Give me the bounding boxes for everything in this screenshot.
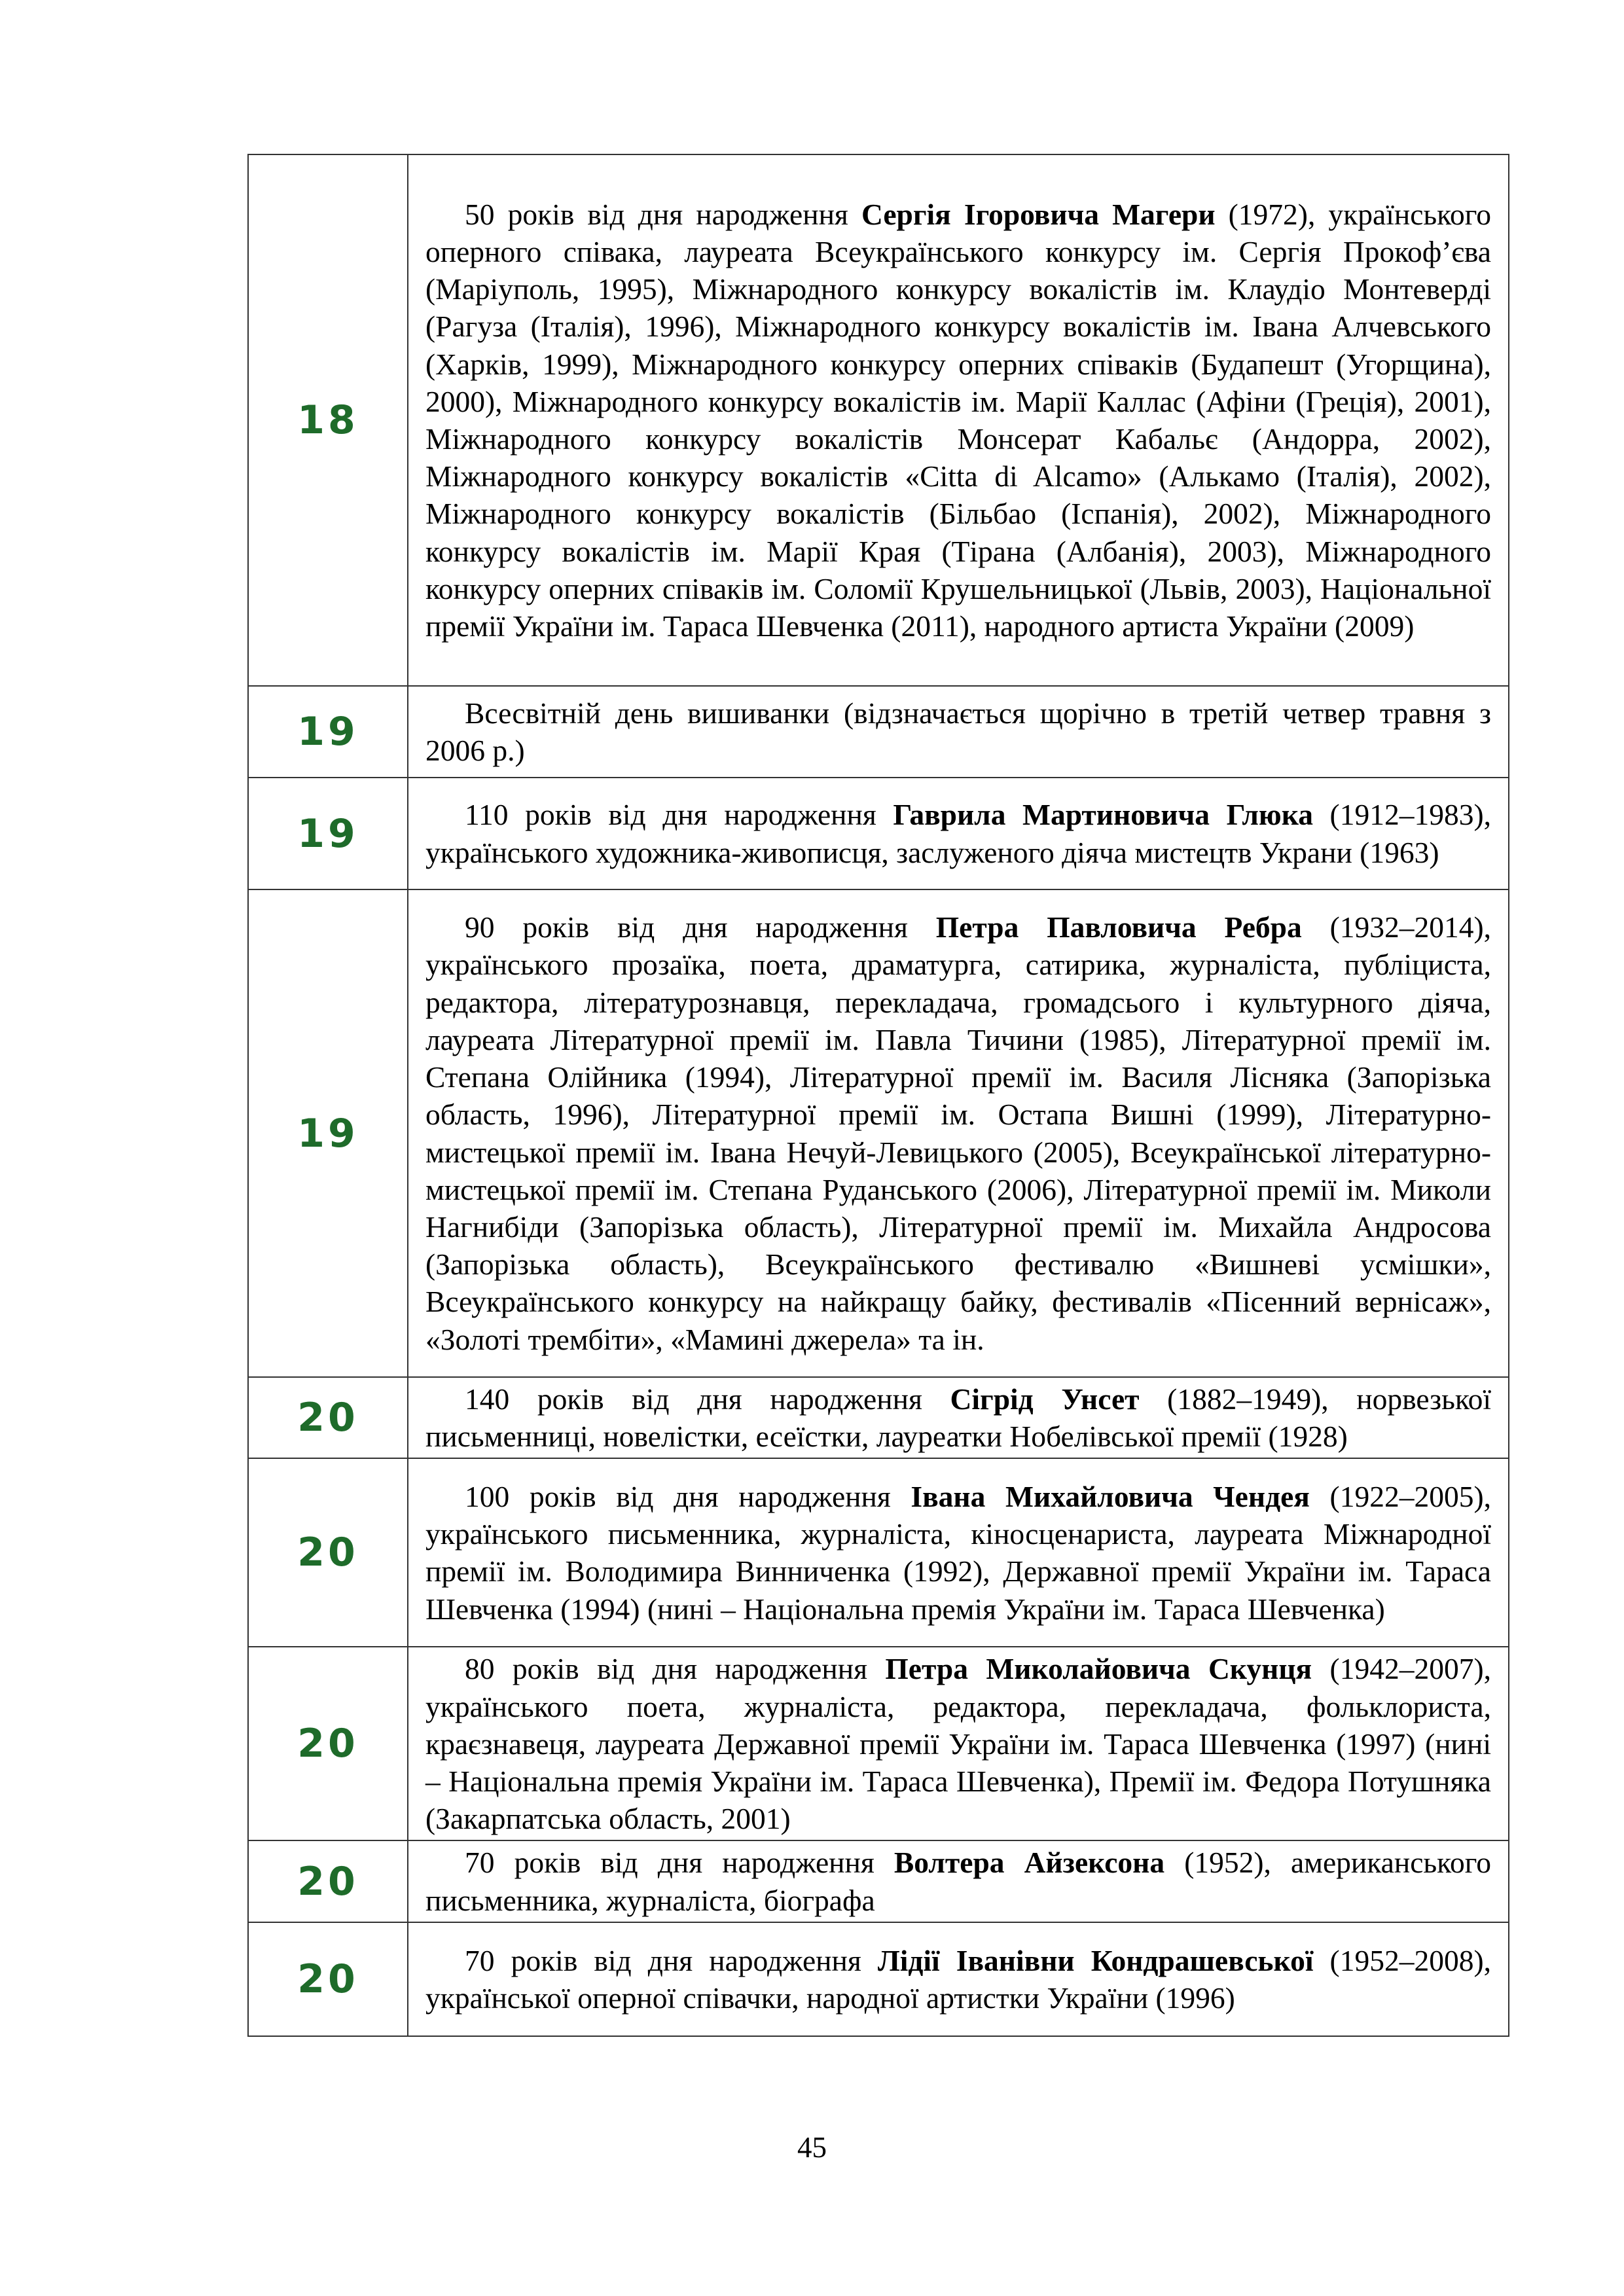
entry-lead: 90 років від дня народження xyxy=(465,910,936,944)
entry-lead: 70 років від дня народження xyxy=(465,1943,878,1977)
entry-details: (1932–2014), українського прозаїка, поета, драматурга, сатирика, журналіста, публіциста, редактора, літературознавця, перекладача, громадсього і культурного діяча, лауреата Літературної премії ім. Павла Тичини (1985), Літературної премії ім. Степана Олійника (1994), Літературної премії ім. Василя Лісняка (Запорізька область, 1996), Літературної премії ім. Остапа Вишні (1999), Літературно-мистецької премії ім. Івана Нечуй-Левицького (2005), Всеукраїнської літературно-мистецької премії ім. Степана Руданського (2006), Літературної премії ім. Миколи Нагнибіди (Запорізька область), Літературної премії ім. Михайла Андросова (Запорізька область), Всеукраїнського фестивалю «Вишневі усмішки», Всеукраїнського конкурсу на найкращу байку, фестивалів «Пісенний вернісаж», «Золоті трембіти», «Мамині джерела» та ін. xyxy=(425,910,1491,1356)
day-number: 20 xyxy=(248,1458,408,1647)
entry-text xyxy=(408,1922,1509,2036)
table-row xyxy=(248,1647,1509,1840)
day-number: 19 xyxy=(248,778,408,889)
entry-details: (1882–1949), норвезької письменниці, новелістки, есеїстки, лауреатки Нобелівської премії (1928) xyxy=(425,1382,1491,1454)
entry-details: (1972), українського оперного співака, лауреата Всеукраїнського конкурсу ім. Сергія Прокоф’єва (Маріуполь, 1995), Міжнародного конкурсу вокалістів ім. Клаудіо Монтеверді (Рагуза (Італія), 1996), Міжнародного конкурсу вокалістів ім. Івана Алчевського (Харків, 1999), Міжнародного конкурсу оперних співаків (Будапешт (Угорщина), 2000), Міжнародного конкурсу вокалістів ім. Марії Каллас (Афіни (Греція), 2001), Міжнародного конкурсу вокалістів Монсерат Кабальє (Андорра, 2002), Міжнародного конкурсу вокалістів «Citta di Alcamo» (Алькамо (Італія), 2002), Міжнародного конкурсу вокалістів (Більбао (Іспанія), 2002), Міжнародного конкурсу вокалістів ім. Марії Края (Тірана (Албанія), 2003), Міжнародного конкурсу оперних співаків ім. Соломії Крушельницької (Львів, 2003), Національної премії України ім. Тараса Шевченка (2011), народного артиста України (2009) xyxy=(425,197,1491,643)
day-number: 20 xyxy=(248,1377,408,1458)
entry-details: (1922–2005), українського письменника, журналіста, кіносценариста, лауреата Міжнародної премії ім. Володимира Винниченка (1992), Державної премії України ім. Тараса Шевченка (1994) (нині – Національна премія України ім. Тараса Шевченка) xyxy=(425,1480,1491,1626)
entry-text xyxy=(408,1458,1509,1647)
person-name: Волтера Айзексона xyxy=(893,1846,1165,1880)
table-row xyxy=(248,1458,1509,1647)
entry-text xyxy=(408,1840,1509,1922)
entry-text xyxy=(408,889,1509,1377)
table-row xyxy=(248,1840,1509,1922)
day-number: 19 xyxy=(248,686,408,778)
entry-details: (1912–1983), українського художника-живописця, заслуженого діяча мистецтв Украни (1963) xyxy=(425,798,1491,869)
table-row xyxy=(248,686,1509,778)
day-number: 20 xyxy=(248,1922,408,2036)
day-number: 20 xyxy=(248,1647,408,1840)
anniversary-table xyxy=(247,154,1509,2037)
entry-details: (1942–2007), українського поета, журналіста, редактора, перекладача, фольклориста, краєзнавеця, лауреата Державної премії України ім. Тараса Шевченка (1997) (нині – Національна премія України ім. Тараса Шевченка), Премії ім. Федора Потушняка (Закарпатська область, 2001) xyxy=(425,1652,1491,1836)
entry-lead: Всесвітній день вишиванки (відзначається щорічно в третій четвер травня з 2006 р.) xyxy=(425,696,1491,767)
person-name: Гаврила Мартиновича Глюка xyxy=(893,798,1313,832)
table-row xyxy=(248,778,1509,889)
person-name: Лідії Іванівни Кондрашевської xyxy=(877,1943,1314,1977)
entry-text xyxy=(408,778,1509,889)
entry-text xyxy=(408,154,1509,686)
person-name: Петра Павловича Ребра xyxy=(935,910,1302,944)
table-row xyxy=(248,1377,1509,1458)
table-row xyxy=(248,1922,1509,2036)
table-row xyxy=(248,154,1509,686)
day-number: 19 xyxy=(248,889,408,1377)
entry-lead: 50 років від дня народження xyxy=(465,197,861,231)
entry-lead: 80 років від дня народження xyxy=(465,1652,886,1686)
person-name: Сігрід Унсет xyxy=(950,1382,1140,1416)
entry-text xyxy=(408,1647,1509,1840)
entry-lead: 140 років від дня народження xyxy=(465,1382,950,1416)
entry-lead: 110 років від дня народження xyxy=(465,798,893,832)
person-name: Петра Миколайовича Скунця xyxy=(885,1652,1312,1686)
table-row xyxy=(248,889,1509,1377)
entry-lead: 70 років від дня народження xyxy=(465,1846,894,1880)
entry-text xyxy=(408,1377,1509,1458)
day-number: 18 xyxy=(248,154,408,686)
person-name: Сергія Ігоровича Магери xyxy=(861,197,1216,231)
page-number: 45 xyxy=(797,2131,827,2164)
day-number: 20 xyxy=(248,1840,408,1922)
entry-details: (1952–2008), української оперної співачки, народної артистки України (1996) xyxy=(425,1943,1491,2015)
entry-details: (1952), американського письменника, журналіста, біографа xyxy=(425,1846,1491,1917)
entry-text xyxy=(408,686,1509,778)
person-name: Івана Михайловича Чендея xyxy=(911,1480,1310,1513)
entry-lead: 100 років від дня народження xyxy=(465,1480,911,1513)
